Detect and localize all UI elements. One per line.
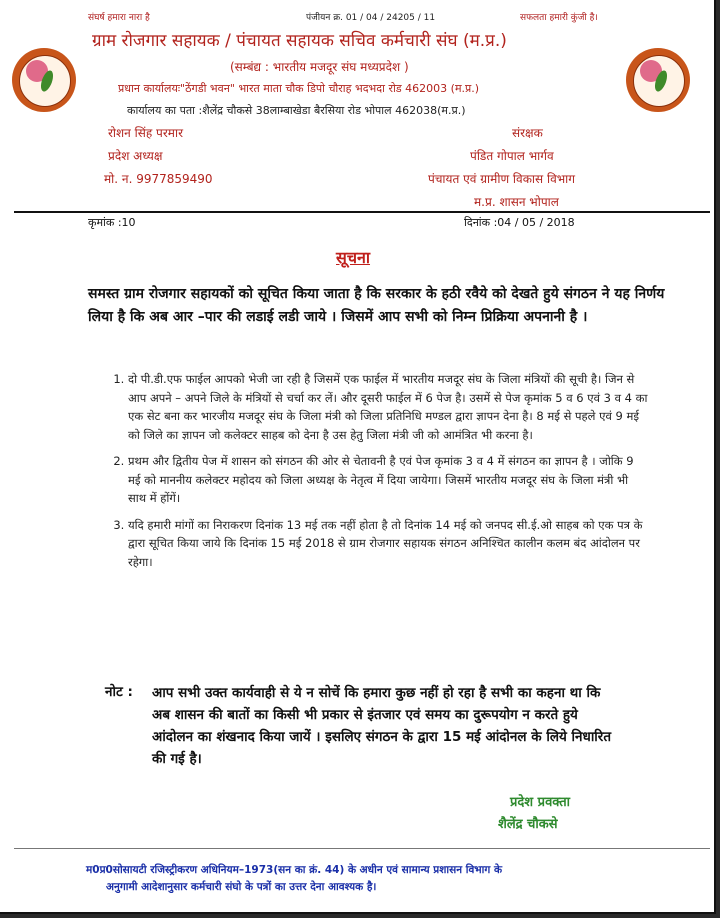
slogan-left: संघर्ष हमारा नारा है [88,13,150,23]
organization-title: ग्राम रोजगार सहायक / पंचायत सहायक सचिव कर्मचारी संघ (म.प्र.) [92,31,507,51]
letter-date: दिनांक :04 / 05 / 2018 [464,216,575,229]
footer-divider [14,848,710,849]
union-logo-right [626,48,690,112]
signatory-name: शैलेंद्र चौकसे [498,817,558,832]
president-name: रोशन सिंह परमार [108,126,183,140]
notice-heading: सूचना [336,248,371,267]
instruction-item-2: 2. प्रथम और द्वितीय पेज में शासन को संगठन की ओर से चेतावनी है एवं पेज कृमांक 3 व 4 में संगठन का ज्ञापन है । जोकि 9 मई को माननीय कलेक्टर महोदय को जिला अध्यक्ष के नेतृत्व में दिया जायेगा। जिसमें भारतीय मजदूर संघ के जिला मंत्री भी साथ में होंगें। [128,452,648,508]
instruction-item-1: 1. दो पी.डी.एफ फाईल आपको भेजी जा रही है जिसमें एक फाईल में भारतीय मजदूर संघ के जिला मंत्रियों की सूची है। जिन से आप अपने – अपने जिले के मंत्रियों से चर्चा कर लें। और दूसरी फाईल में 6 पेज है। उसमें से पेज कृमांक 5 व 6 एवं 3 व 4 का एक सेट बना कर भारजीय मजदूर संघ के जिला मंत्री को जिला प्रतिनिधि मण्डल द्वारा ज्ञापन देना है। 8 मई से पहले एवं 9 मई को जिले का ज्ञापन जो कलेक्टर साहब को देना है उस हेतु जिला मंत्री जी को आमंत्रित भी करना है। [128,370,648,444]
notice-intro: समस्त ग्राम रोजगार सहायकों को सूचित किया जाता है कि सरकार के हठी रवैये को देखते हुये संगठन ने यह निर्णय लिया है कि अब आर –पार की लडाई लडी जाये । जिसमें आप सभी को निम्न प्रिक्रिया अपनानी है । [88,286,665,325]
instruction-item-3: 3. यदि हमारी मांगों का निराकरण दिनांक 13 मई तक नहीं होता है तो दिनांक 14 मई को जनपद सी.ई.ओ साहब को एक पत्र के द्वारा सूचित किया जाये कि दिनांक 15 मई 2018 से ग्राम रोजगार सहायक संगठन अनिश्चित कालीन कलम बंद आंदोलन पर रहेगा। [128,516,648,572]
affiliation: (सम्बंद्य : भारतीय मजदूर संघ मध्यप्रदेश ) [230,60,409,74]
president-mobile: मो. न. 9977859490 [104,172,213,186]
note-text: आप सभी उक्त कार्यवाही से ये न सोचें कि हमारा कुछ नहीं हो रहा है सभी का कहना था कि अब शासन की बातों का किसी भी प्रकार से इंतजार एवं समय का दुरूपयोग न करते हुये आंदोलन का शंखनाद किया जायें । इसलिए संगठन के द्वारा 15 मई आंदोनल के लिये निधारित की गई है। [152,685,612,767]
instruction-list [100,370,648,579]
patron-government: म.प्र. शासन भोपाल [474,195,559,209]
registration-number: पंजीयन क्र. 01 / 04 / 24205 / 11 [306,13,436,23]
patron-name: पंडित गोपाल भार्गव [470,149,554,163]
footer-note [86,862,656,896]
president-designation: प्रदेश अध्यक्ष [108,149,163,163]
footer-line-1: म0प्र0सोसायटी रजिस्ट्रीकरण अधिनियम–1973(सन का क्रं. 44) के अधीन एवं सामान्य प्रशासन विभाग के [86,864,503,876]
footer-line-2: अनुगामी आदेशानुसार कर्मचारी संघो के पत्रों का उत्तर देना आवश्यक है। [106,881,377,893]
slogan-right: सफलता हमारी कुंजी है। [520,13,598,23]
signatory-title: प्रदेश प्रवक्ता [510,795,571,810]
office-address: कार्यालय का पता :शैलेंद्र चौकसे 38लाम्बाखेडा बैरसिया रोड भोपाल 462038(म.प्र.) [127,104,466,117]
reference-number: कृमांक :10 [88,216,136,229]
patron-role: संरक्षक [512,126,543,140]
union-logo-left [12,48,76,112]
header-divider [14,211,710,213]
head-office-address: प्रधान कार्यालयः"ठेंगडी भवन" भारत माता चौक डिपो चौराह भदभदा रोड 462003 (म.प्र.) [118,82,480,95]
note-label: नोट : [105,684,133,700]
patron-department: पंचायत एवं ग्रामीण विकास विभाग [428,172,576,186]
